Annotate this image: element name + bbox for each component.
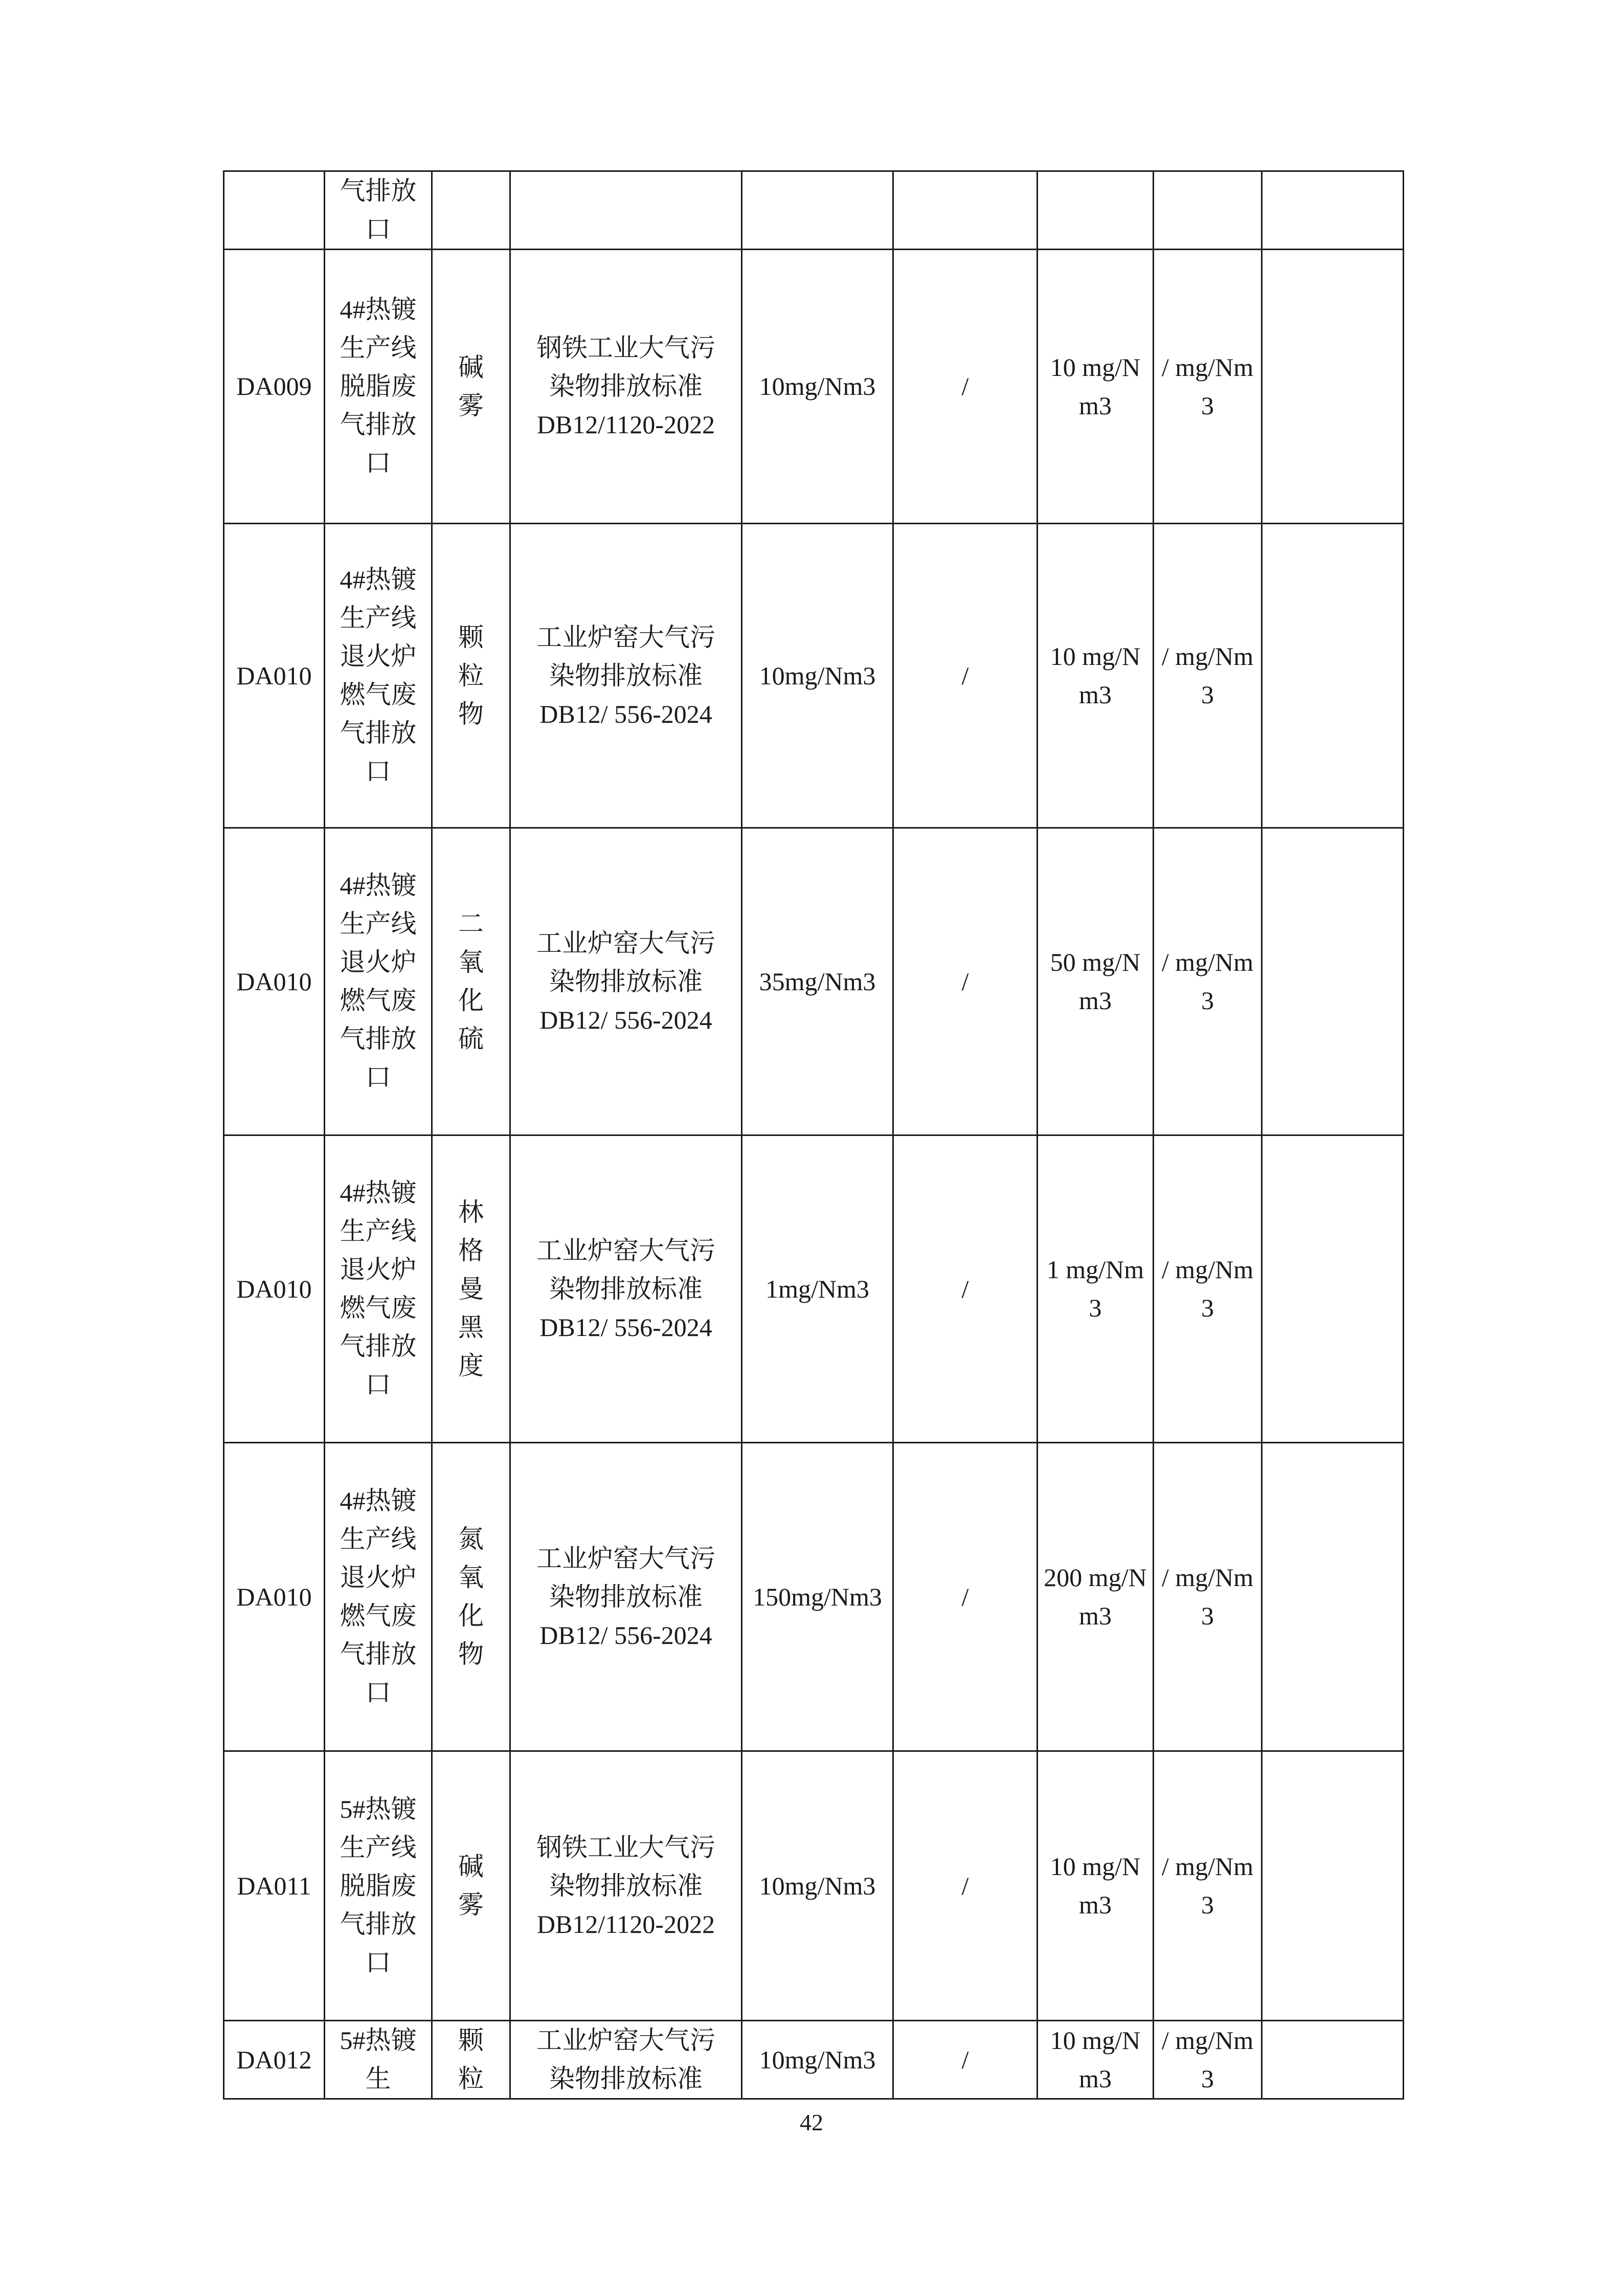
outlet-id-cell: DA010 bbox=[224, 524, 325, 828]
pollutant-cell bbox=[432, 2021, 510, 2099]
outlet-id-cell: DA010 bbox=[224, 1443, 325, 1751]
outlet-name: 4#热镀生产线脱脂废气排放口 bbox=[340, 295, 417, 477]
standard-line: 工业炉窑大气污 bbox=[536, 928, 715, 957]
remarks-cell bbox=[1262, 250, 1404, 524]
standard-cell bbox=[510, 250, 742, 524]
concentration-limit-cell: 35mg/Nm3 bbox=[742, 828, 893, 1135]
outlet-id-cell: DA012 bbox=[224, 2021, 325, 2099]
outlet-name: 气排放口 bbox=[340, 176, 417, 243]
remarks-cell bbox=[1262, 524, 1404, 828]
remarks-cell bbox=[1262, 1443, 1404, 1751]
rate-limit-cell: / bbox=[893, 2021, 1038, 2099]
rate-limit-cell: / bbox=[893, 1443, 1038, 1751]
standard-line: 染物排放标准 bbox=[549, 2064, 703, 2093]
limit-b-cell: / mg/Nm3 bbox=[1154, 2021, 1262, 2099]
concentration-limit-cell: 10mg/Nm3 bbox=[742, 524, 893, 828]
table-row bbox=[224, 171, 1404, 250]
outlet-id-cell: DA011 bbox=[224, 1751, 325, 2021]
outlet-name: 5#热镀生产线脱脂废气排放口 bbox=[340, 1794, 417, 1977]
outlet-name-cell bbox=[325, 1751, 432, 2021]
pollutant-name: 颗粒物 bbox=[458, 622, 484, 728]
limit-a-cell bbox=[1038, 171, 1154, 250]
outlet-name-cell bbox=[325, 828, 432, 1135]
concentration-limit-cell: 10mg/Nm3 bbox=[742, 2021, 893, 2099]
pollutant-cell bbox=[432, 171, 510, 250]
outlet-name-cell bbox=[325, 1135, 432, 1443]
pollutant-cell bbox=[432, 524, 510, 828]
pollutant-cell bbox=[432, 1443, 510, 1751]
standard-cell bbox=[510, 1751, 742, 2021]
pollutant-name: 氮氧化物 bbox=[458, 1525, 484, 1668]
pollutant-name: 二氧化硫 bbox=[458, 909, 484, 1053]
standard-cell bbox=[510, 1135, 742, 1443]
outlet-name: 4#热镀生产线退火炉燃气废气排放口 bbox=[340, 1486, 417, 1707]
rate-limit-cell bbox=[893, 171, 1038, 250]
table-row bbox=[224, 524, 1404, 828]
pollutant-cell bbox=[432, 1135, 510, 1443]
pollutant-cell bbox=[432, 1751, 510, 2021]
limit-b-cell: / mg/Nm3 bbox=[1154, 524, 1262, 828]
pollutant-cell bbox=[432, 828, 510, 1135]
remarks-cell bbox=[1262, 828, 1404, 1135]
remarks-cell bbox=[1262, 1751, 1404, 2021]
standard-line: 染物排放标准 bbox=[549, 967, 703, 996]
standard-line: 染物排放标准 bbox=[549, 1871, 703, 1900]
rate-limit-cell: / bbox=[893, 828, 1038, 1135]
rate-limit-cell: / bbox=[893, 1751, 1038, 2021]
limit-b-cell: / mg/Nm3 bbox=[1154, 1751, 1262, 2021]
limit-a-cell: 1 mg/Nm3 bbox=[1038, 1135, 1154, 1443]
limit-a-cell: 10 mg/Nm3 bbox=[1038, 250, 1154, 524]
table-row bbox=[224, 250, 1404, 524]
limit-a-cell: 10 mg/Nm3 bbox=[1038, 524, 1154, 828]
limit-b-cell: / mg/Nm3 bbox=[1154, 250, 1262, 524]
standard-line: 染物排放标准 bbox=[549, 1274, 703, 1303]
pollutant-name: 林格曼黑度 bbox=[458, 1197, 484, 1380]
pollutant-cell bbox=[432, 250, 510, 524]
standard-code: DB12/ 556-2024 bbox=[539, 699, 712, 728]
concentration-limit-cell: 10mg/Nm3 bbox=[742, 1751, 893, 2021]
outlet-name-cell bbox=[325, 524, 432, 828]
standard-line: 工业炉窑大气污 bbox=[536, 2026, 715, 2055]
standard-line: 染物排放标准 bbox=[549, 1582, 703, 1611]
standard-code: DB12/ 556-2024 bbox=[539, 1620, 712, 1649]
standard-line: 染物排放标准 bbox=[549, 661, 703, 690]
outlet-id-cell: DA009 bbox=[224, 250, 325, 524]
standard-cell bbox=[510, 524, 742, 828]
rate-limit-cell: / bbox=[893, 1135, 1038, 1443]
standard-line: 钢铁工业大气污 bbox=[536, 333, 715, 362]
outlet-id-cell bbox=[224, 171, 325, 250]
outlet-name: 4#热镀生产线退火炉燃气废气排放口 bbox=[340, 1178, 417, 1399]
standard-code: DB12/1120-2022 bbox=[536, 1909, 715, 1938]
page-number: 42 bbox=[800, 2109, 823, 2135]
limit-a-cell: 10 mg/Nm3 bbox=[1038, 2021, 1154, 2099]
table-row bbox=[224, 2021, 1404, 2099]
outlet-name: 5#热镀生 bbox=[340, 2026, 417, 2093]
concentration-limit-cell: 150mg/Nm3 bbox=[742, 1443, 893, 1751]
limit-b-cell: / mg/Nm3 bbox=[1154, 1443, 1262, 1751]
remarks-cell bbox=[1262, 171, 1404, 250]
concentration-limit-cell bbox=[742, 171, 893, 250]
standard-line: 钢铁工业大气污 bbox=[536, 1833, 715, 1862]
limit-b-cell: / mg/Nm3 bbox=[1154, 828, 1262, 1135]
rate-limit-cell: / bbox=[893, 524, 1038, 828]
limit-a-cell: 200 mg/Nm3 bbox=[1038, 1443, 1154, 1751]
standard-cell bbox=[510, 171, 742, 250]
outlet-id-cell: DA010 bbox=[224, 1135, 325, 1443]
table-row bbox=[224, 1135, 1404, 1443]
outlet-id-cell: DA010 bbox=[224, 828, 325, 1135]
table-row bbox=[224, 828, 1404, 1135]
table-row bbox=[224, 1751, 1404, 2021]
outlet-name-cell bbox=[325, 2021, 432, 2099]
standard-code: DB12/1120-2022 bbox=[536, 410, 715, 439]
standard-line: 工业炉窑大气污 bbox=[536, 1544, 715, 1573]
standard-cell bbox=[510, 1443, 742, 1751]
outlet-name-cell bbox=[325, 250, 432, 524]
standard-cell bbox=[510, 2021, 742, 2099]
standard-line: 工业炉窑大气污 bbox=[536, 622, 715, 652]
standard-cell bbox=[510, 828, 742, 1135]
standard-line: 染物排放标准 bbox=[549, 372, 703, 400]
pollutant-name: 颗粒 bbox=[458, 2026, 484, 2093]
outlet-name-cell bbox=[325, 1443, 432, 1751]
limit-a-cell: 50 mg/Nm3 bbox=[1038, 828, 1154, 1135]
rate-limit-cell: / bbox=[893, 250, 1038, 524]
standard-code: DB12/ 556-2024 bbox=[539, 1312, 712, 1342]
standard-code: DB12/ 556-2024 bbox=[539, 1005, 712, 1034]
pollutant-name: 碱雾 bbox=[458, 1852, 484, 1919]
concentration-limit-cell: 1mg/Nm3 bbox=[742, 1135, 893, 1443]
outlet-name: 4#热镀生产线退火炉燃气废气排放口 bbox=[340, 565, 417, 786]
table-row bbox=[224, 1443, 1404, 1751]
remarks-cell bbox=[1262, 2021, 1404, 2099]
limit-b-cell: / mg/Nm3 bbox=[1154, 1135, 1262, 1443]
outlet-name: 4#热镀生产线退火炉燃气废气排放口 bbox=[340, 871, 417, 1091]
emission-limits-table bbox=[223, 170, 1404, 2100]
standard-line: 工业炉窑大气污 bbox=[536, 1236, 715, 1265]
remarks-cell bbox=[1262, 1135, 1404, 1443]
limit-a-cell: 10 mg/Nm3 bbox=[1038, 1751, 1154, 2021]
concentration-limit-cell: 10mg/Nm3 bbox=[742, 250, 893, 524]
limit-b-cell bbox=[1154, 171, 1262, 250]
outlet-name-cell bbox=[325, 171, 432, 250]
pollutant-name: 碱雾 bbox=[458, 352, 484, 420]
